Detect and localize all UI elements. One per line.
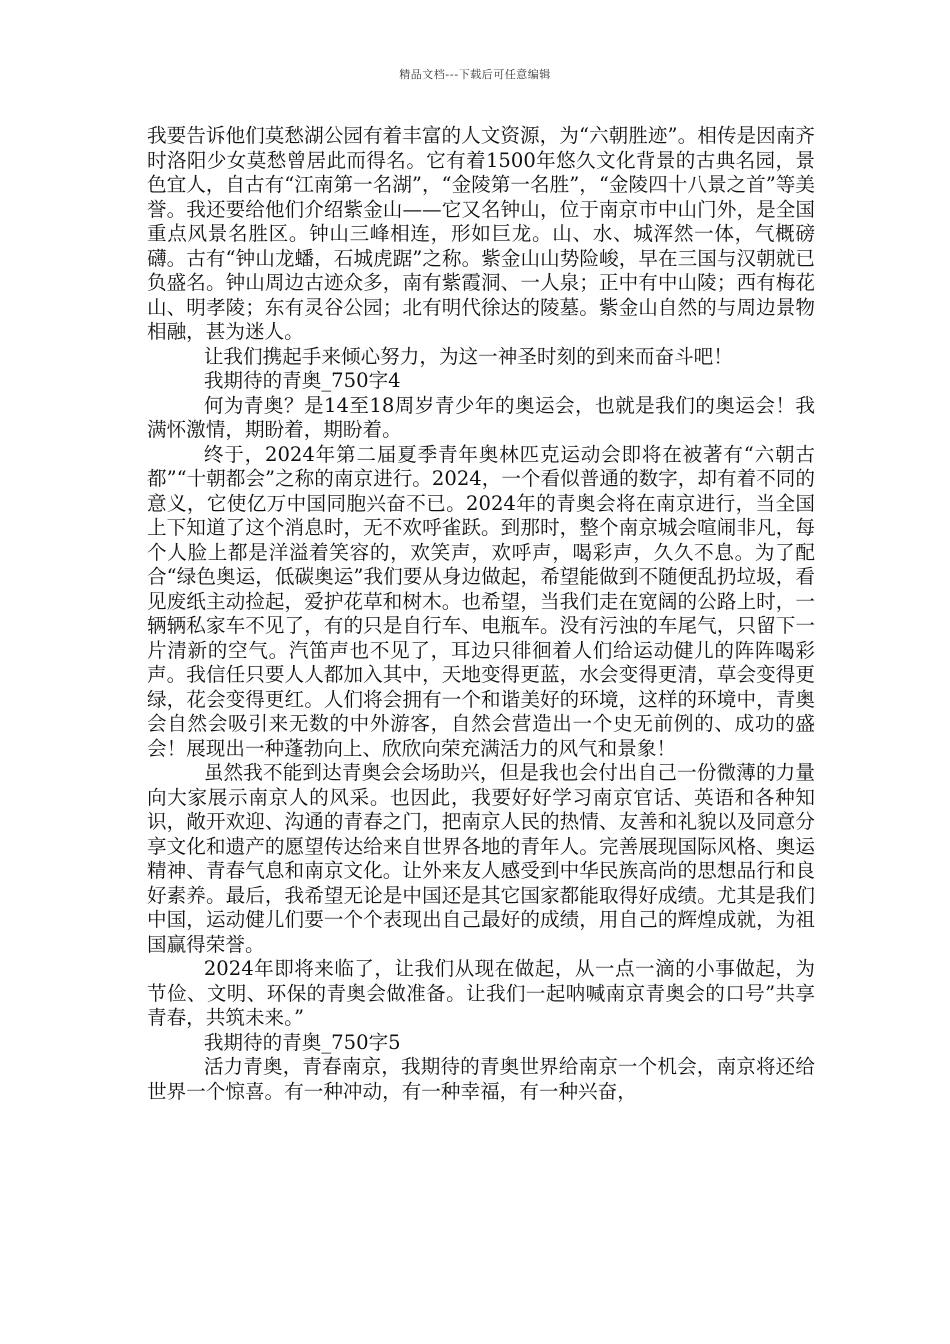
- document-body: [147, 124, 815, 1104]
- page-header: 精品文档---下载后可任意编辑: [399, 68, 551, 81]
- paragraph-5: 虽然我不能到达青奥会会场助兴，但是我也会付出自己一份微薄的力量向大家展示南京人的风采。也因此，我要好好学习南京官话、英语和各种知识，敞开欢迎、沟通的青春之门，把南京人民的热情、友善和礼貌以及同意分享文化和遗产的愿望传达给来自世界各地的青年人。完善展现国际风格、奥运精神、青春气息和南京文化。让外来友人感受到中华民族高尚的思想品行和良好素养。最后，我希望无论是中国还是其它国家都能取得好成绩。尤其是我们中国，运动健儿们要一个个表现出自己最好的成绩，用自己的辉煌成就，为祖国赢得荣誉。: [147, 761, 815, 956]
- paragraph-6: 2024年即将来临了，让我们从现在做起，从一点一滴的小事做起，为节俭、文明、环保的青奥会做准备。让我们一起呐喊南京青奥会的口号”共享青春，共筑未来。”: [147, 957, 815, 1029]
- section-title-5: 我期待的青奥_750字5: [203, 1030, 401, 1054]
- paragraph-7: 活力青奥，青春南京，我期待的青奥世界给南京一个机会，南京将还给世界一个惊喜。有一种冲动，有一种幸福，有一种兴奋，: [147, 1055, 815, 1103]
- paragraph-1: 我要告诉他们莫愁湖公园有着丰富的人文资源，为“六朝胜迹”。相传是因南齐时洛阳少女莫愁曾居此而得名。它有着1500年悠久文化背景的古典名园，景色宜人，自古有“江南第一名湖”，“金陵第一名胜”，“金陵四十八景之首”等美誉。我还要给他们介绍紫金山——它又名钟山，位于南京市中山门外，是全国重点风景名胜区。钟山三峰相连，形如巨龙。山、水、城浑然一体，气概磅礴。古有“钟山龙蟠，石城虎踞”之称。紫金山山势险峻，早在三国与汉朝就已负盛名。钟山周边古迹众多，南有紫霞洞、一人泉；正中有中山陵；西有梅花山、明孝陵；东有灵谷公园；北有明代徐达的陵墓。紫金山自然的与周边景物相融，甚为迷人。: [147, 124, 815, 343]
- section-title-4: 我期待的青奥_750字4: [203, 369, 401, 392]
- paragraph-2: 让我们携起手来倾心努力，为这一神圣时刻的到来而奋斗吧！: [203, 344, 733, 368]
- paragraph-3: 何为青奥？是14至18周岁青少年的奥运会，也就是我们的奥运会！我满怀激情，期盼着，期盼着。: [147, 393, 815, 441]
- paragraph-4: 终于，2024年第二届夏季青年奥林匹克运动会即将在被著有“六朝古都”“十朝都会”之称的南京进行。2024，一个看似普通的数字，却有着不同的意义，它使亿万中国同胞兴奋不已。2024年的青奥会将在南京进行，当全国上下知道了这个消息时，无不欢呼雀跃。到那时，整个南京城会喧闹非凡，每个人脸上都是洋溢着笑容的，欢笑声，欢呼声，喝彩声，久久不息。为了配合“绿色奥运，低碳奥运”我们要从身边做起，希望能做到不随便乱扔垃圾，看见废纸主动捡起，爱护花草和树木。也希望，当我们走在宽阔的公路上时，一辆辆私家车不见了，有的只是自行车、电瓶车。没有污浊的车尾气，只留下一片清新的空气。汽笛声也不见了，耳边只徘徊着人们给运动健儿的阵阵喝彩声。我信任只要人人都加入其中，天地变得更蓝，水会变得更清，草会变得更绿，花会变得更红。人们将会拥有一个和谐美好的环境，这样的环境中，青奥会自然会吸引来无数的中外游客，自然会营造出一个史无前例的、成功的盛会！展现出一种蓬勃向上、欣欣向荣充满活力的风气和景象！: [147, 442, 815, 760]
